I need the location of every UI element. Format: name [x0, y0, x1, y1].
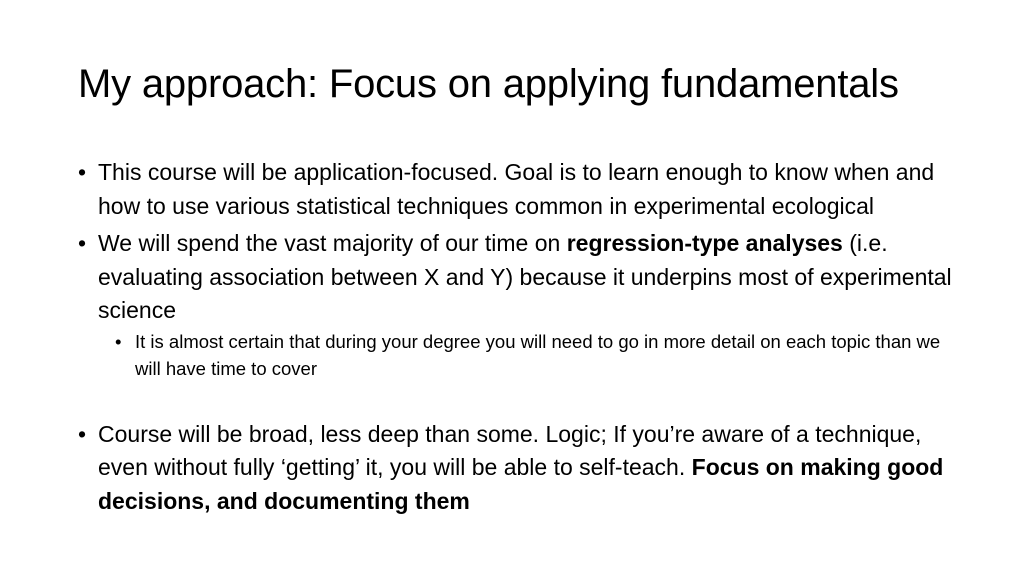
- slide-title: My approach: Focus on applying fundamentals: [78, 62, 899, 106]
- sub-bullet-icon: •: [115, 330, 122, 352]
- bullet-item-regression: [78, 227, 958, 328]
- bullet-item-application-focused: [78, 156, 958, 223]
- bullet-text-bold: regression-type analyses: [566, 230, 843, 256]
- sub-bullet-text: It is almost certain that during your degree you will need to go in more detail on each topic than we will have time to cover: [135, 330, 941, 379]
- sub-bullet-item-more-detail: [78, 328, 958, 382]
- bullet-text-bold: Focus on making good decisions, and documenting them: [98, 454, 944, 514]
- bullet-list: [78, 156, 958, 518]
- bullet-icon: •: [78, 159, 87, 185]
- bullet-item-broad-course: [78, 418, 958, 519]
- bullet-text-post: (i.e. evaluating association between X and Y) because it underpins most of experimental science: [98, 230, 952, 323]
- bullet-text-pre: Course will be broad, less deep than some. Logic; If you’re aware of a technique, even without fully ‘getting’ it, you will be able to self-teach.: [98, 420, 922, 480]
- spacer: [78, 382, 958, 418]
- bullet-text: This course will be application-focused. Goal is to learn enough to know when and how to use various statistical techniques common in experimental ecological: [98, 159, 935, 219]
- bullet-icon: •: [78, 420, 87, 447]
- bullet-icon: •: [78, 230, 87, 256]
- bullet-text-pre: We will spend the vast majority of our time on: [98, 230, 567, 256]
